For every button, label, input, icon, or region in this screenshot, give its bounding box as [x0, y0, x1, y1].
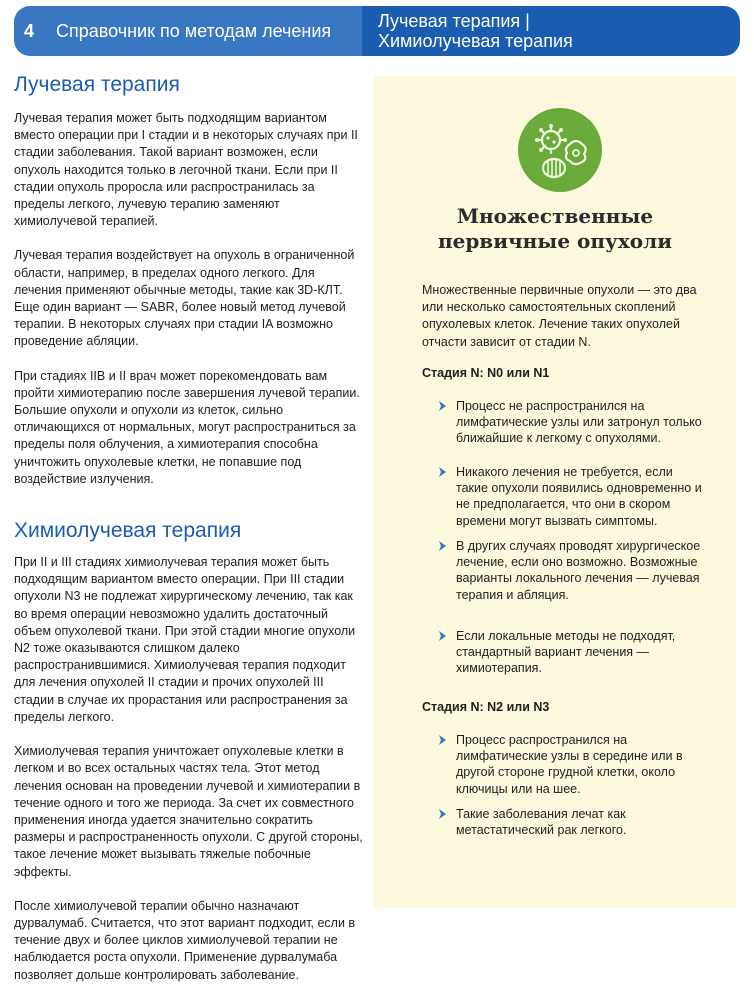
header-right-band [362, 6, 740, 56]
bullet-text: Такие заболевания лечат как метастатический рак легкого. [456, 807, 627, 838]
bullet-text: Процесс не распространился на лимфатические узлы или затронул только ближайшие к легкому с опухолями. [456, 399, 702, 446]
chevron-right-icon [438, 467, 447, 477]
cells-icon [518, 108, 602, 192]
multiple-tumors-box [374, 76, 736, 908]
chevron-right-icon [438, 809, 447, 819]
chevron-right-icon [438, 631, 447, 641]
list-item [438, 628, 708, 678]
box-intro: Множественные первичные опухоли — это два или несколько самостоятельных скоплений опухолевых клеток. Лечение таких опухолей отчасти зависит от стадии N. [422, 283, 697, 349]
bullet-text: Процесс распространился на лимфатические узлы в середине или в другой стороне грудной клетки, около ключицы или на шее. [456, 733, 683, 796]
radiation-paragraph-1: Лучевая терапия может быть подходящим вариантом вместо операции при I стадии и в некоторых случаях при II стадии заболевания. Такой вариант возможен, если опухоль находится только в легочной ткани. Если при II стадии опухоль проросла или распространилась за пределы легкого, лучевую терапию заменяют химиолучевой терапией. [14, 111, 358, 229]
bullet-text: Если локальные методы не подходят, стандартный вариант лечения — химиотерапия. [456, 629, 676, 676]
stage-label-n0-n1: Стадия N: N0 или N1 [422, 366, 550, 380]
chemoradiation-paragraph-3: После химиолучевой терапии обычно назначают дурвалумаб. Считается, что этот вариант подходит, если в течение двух и более циклов химиолучевой терапии не наблюдается роста опухоли. Применение дурвалумаба позволяет дольше контролировать заболевание. [14, 898, 356, 982]
list-item [438, 732, 708, 806]
chevron-right-icon [438, 401, 447, 411]
page-number: 4 [24, 20, 35, 41]
chemoradiation-paragraph-2: Химиолучевая терапия уничтожает опухолевые клетки в легком и во всех остальных частях тела. Этот метод лечения основан на проведении лучевой и химиотерапии в течение одного и того же периода. За счет их совместного применения иногда удается значительно сократить размеры и распространенность опухоли. С другой стороны, такое лечение может вызывать тяжелые побочные эффекты. [14, 744, 363, 879]
chevron-right-icon [438, 541, 447, 551]
list-item [438, 398, 708, 464]
guide-title: Справочник по методам лечения [56, 20, 332, 41]
box-title [374, 204, 736, 254]
radiation-paragraph-3: При стадиях IIB и II врач может порекомендовать вам пройти химиотерапию после завершения лучевой терапии. Большие опухоли и опухоли из клеток, сильно отличающихся от нормальных, могут распространиться за пределы поля облучения, а химиотерапия способна уничтожить опухолевые клетки, не попавшие под воздействие излучения. [14, 368, 360, 486]
header-left-band [14, 6, 362, 56]
stage-label-n2-n3: Стадия N: N2 или N3 [422, 700, 550, 714]
chevron-right-icon [438, 735, 447, 745]
stage2-bullet-list [438, 732, 708, 846]
chemoradiation-heading: Химиолучевая терапия [14, 519, 242, 543]
main-column [14, 70, 366, 984]
stage1-bullet-list [438, 398, 708, 678]
section-title-line2: Химиолучевая терапия [378, 31, 573, 51]
list-item [438, 538, 708, 628]
list-item [438, 464, 708, 538]
radiation-paragraph-2: Лучевая терапия воздействует на опухоль в ограниченной области, например, в пределах одного легкого. Для лечения применяют обычные методы, такие как 3D-КЛТ. Еще один вариант — SABR, более новый метод лучевой терапии. В некоторых случаях при стадии IA возможно проведение абляции. [14, 248, 355, 349]
chemoradiation-paragraph-1: При II и III стадиях химиолучевая терапия может быть подходящим вариантом вместо операции. При III стадии опухоли N3 не подлежат хирургическому лечению, так как во время операции невозможно удалить достаточный объем опухолевой ткани. При этой стадии многие опухоли N2 тоже оказываются слишком далеко распространившимися. Химиолучевая терапия подходит для лечения опухолей II стадии и прочих опухолей III стадии в случае их прорастания или распространения за пределы легкого. [14, 555, 356, 724]
section-title-line1: Лучевая терапия | [378, 11, 530, 31]
list-item [438, 806, 708, 846]
radiation-heading: Лучевая терапия [14, 73, 180, 96]
bullet-text: Никакого лечения не требуется, если такие опухоли появились одновременно и не предполагается, что они в скором времени могут вызвать симптомы. [456, 465, 702, 528]
box-title-line2: первичные опухоли [437, 229, 673, 253]
bullet-text: В других случаях проводят хирургическое лечение, если оно возможно. Возможные варианты локального лечения — лучевая терапия и абляция. [456, 539, 701, 602]
page-header [14, 6, 740, 56]
box-title-line1: Множественные [456, 204, 654, 228]
